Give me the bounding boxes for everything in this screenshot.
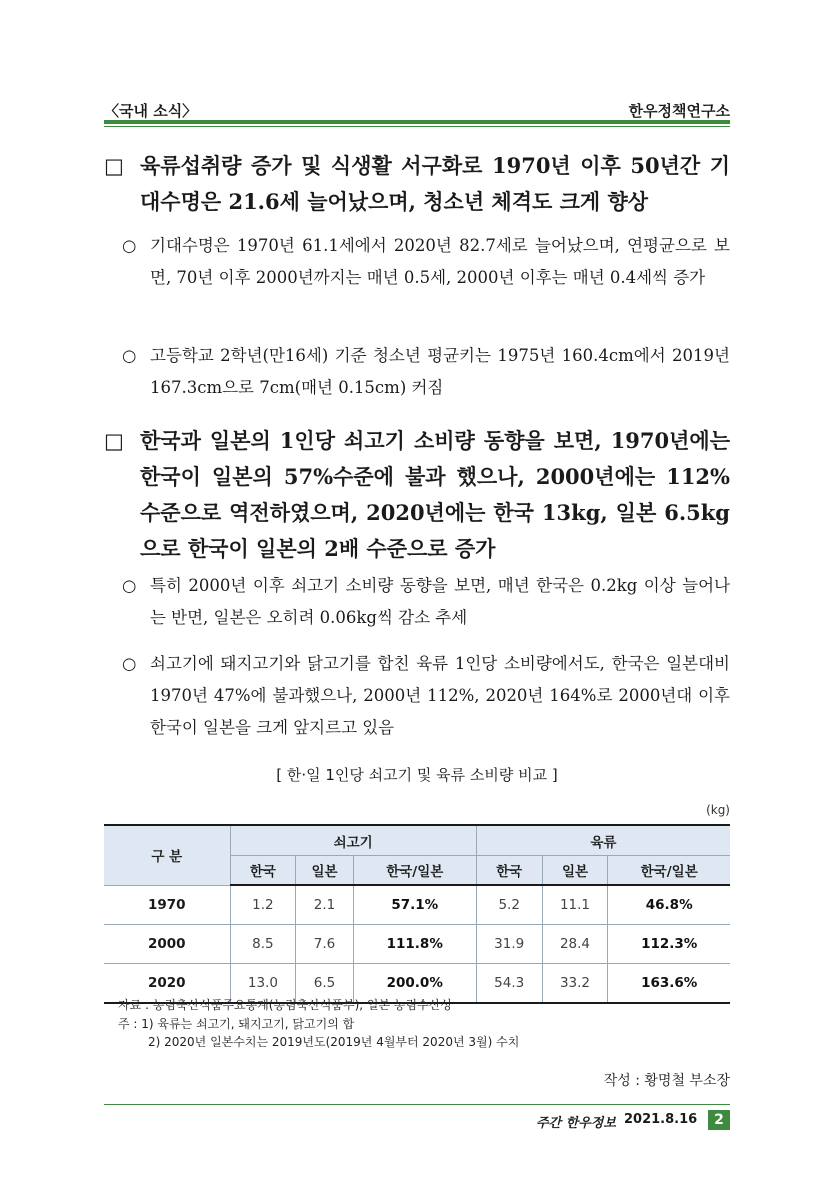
publication-name: 주간 한우정보 [536,1116,616,1131]
bullet-item [122,570,730,634]
header-rule [104,120,730,124]
table-cell-ratio: 112.3% [608,925,730,964]
bullet-text: 고등학교 2학년(만16세) 기준 청소년 평균키는 1975년 160.4cm에서 2019년 167.3cm으로 7cm(매년 0.15cm) 커짐 [150,346,730,397]
table-unit: (kg) [706,803,730,817]
row-year: 2020 [104,964,230,1004]
table-corner-header: 구 분 [104,825,230,885]
section-heading-text: 육류섭취량 증가 및 식생활 서구화로 1970년 이후 50년간 기대수명은 21.6세 늘어났으며, 청소년 체격도 크게 향상 [140,153,730,214]
institute-name: 한우정책연구소 [628,102,730,120]
section-heading-2 [104,423,730,567]
column-header: 한국/일본 [353,856,476,886]
author-line: 작성 : 황명철 부소장 [603,1073,730,1089]
circle-bullet-icon: ○ [122,236,137,255]
footer-rule [104,1104,730,1105]
table-cell: 2.1 [296,885,353,925]
section-heading-text: 한국과 일본의 1인당 쇠고기 소비량 동향을 보면, 1970년에는 한국이 일본의 57%수준에 불과 했으나, 2000년에는 112% 수준으로 역전하였으며, 2020년에는 한국 13kg, 일본 6.5kg으로 한국이 일본의 2배 수준으로 증가 [140,428,730,561]
bullet-item [122,230,730,294]
column-header: 일본 [296,856,353,886]
table-cell-ratio: 111.8% [353,925,476,964]
row-year: 2000 [104,925,230,964]
section-label: 〈국내 소식〉 [104,102,198,120]
publication-date: 2021.8.16 [624,1112,698,1127]
group-header-meat: 육류 [476,825,730,856]
table-cell: 13.0 [230,964,296,1004]
column-header: 한국 [230,856,296,886]
circle-bullet-icon: ○ [122,576,137,595]
table-cell-ratio: 200.0% [353,964,476,1004]
table-cell-ratio: 57.1% [353,885,476,925]
table-cell: 1.2 [230,885,296,925]
table-cell: 6.5 [296,964,353,1004]
table-row [104,885,730,925]
table-cell: 5.2 [476,885,542,925]
column-header: 일본 [542,856,608,886]
table-cell-ratio: 46.8% [608,885,730,925]
bullet-text: 특히 2000년 이후 쇠고기 소비량 동향을 보면, 매년 한국은 0.2kg 이상 늘어나는 반면, 일본은 오히려 0.06kg씩 감소 추세 [150,576,730,627]
header-rule-thin [104,126,730,127]
table-cell: 31.9 [476,925,542,964]
section-heading-1 [104,148,730,220]
row-year: 1970 [104,885,230,925]
source-note: 자료 : 농림축산식품주요통계(농림축산식품부), 일본 농림수산성 [118,998,452,1012]
table-cell: 28.4 [542,925,608,964]
group-header-beef: 쇠고기 [230,825,476,856]
page-number: 2 [708,1110,730,1130]
square-bullet-icon: □ [104,153,124,178]
column-header: 한국/일본 [608,856,730,886]
bullet-text: 기대수명은 1970년 61.1세에서 2020년 82.7세로 늘어났으며, 연평균으로 보면, 70년 이후 2000년까지는 매년 0.5세, 2000년 이후는 매년 0.4세씩 증가 [150,236,730,287]
table-cell: 7.6 [296,925,353,964]
table-cell: 11.1 [542,885,608,925]
footnote-1: 주 : 1) 육류는 쇠고기, 돼지고기, 닭고기의 합 [118,1017,355,1031]
circle-bullet-icon: ○ [122,654,137,673]
consumption-table [104,824,730,1004]
column-header: 한국 [476,856,542,886]
table-cell: 54.3 [476,964,542,1004]
bullet-item [122,340,730,404]
table-cell: 8.5 [230,925,296,964]
footnote-2: 2) 2020년 일본수치는 2019년도(2019년 4월부터 2020년 3월) 수치 [148,1035,520,1049]
bullet-item [122,648,730,744]
bullet-text: 쇠고기에 돼지고기와 닭고기를 합친 육류 1인당 소비량에서도, 한국은 일본대비 1970년 47%에 불과했으나, 2000년 112%, 2020년 164%로 2000년대 이후 한국이 일본을 크게 앞지르고 있음 [150,654,730,737]
table-cell: 33.2 [542,964,608,1004]
table-caption: [ 한·일 1인당 쇠고기 및 육류 소비량 비교 ] [276,766,558,784]
table-row [104,925,730,964]
square-bullet-icon: □ [104,428,124,453]
circle-bullet-icon: ○ [122,346,137,365]
table-cell-ratio: 163.6% [608,964,730,1004]
